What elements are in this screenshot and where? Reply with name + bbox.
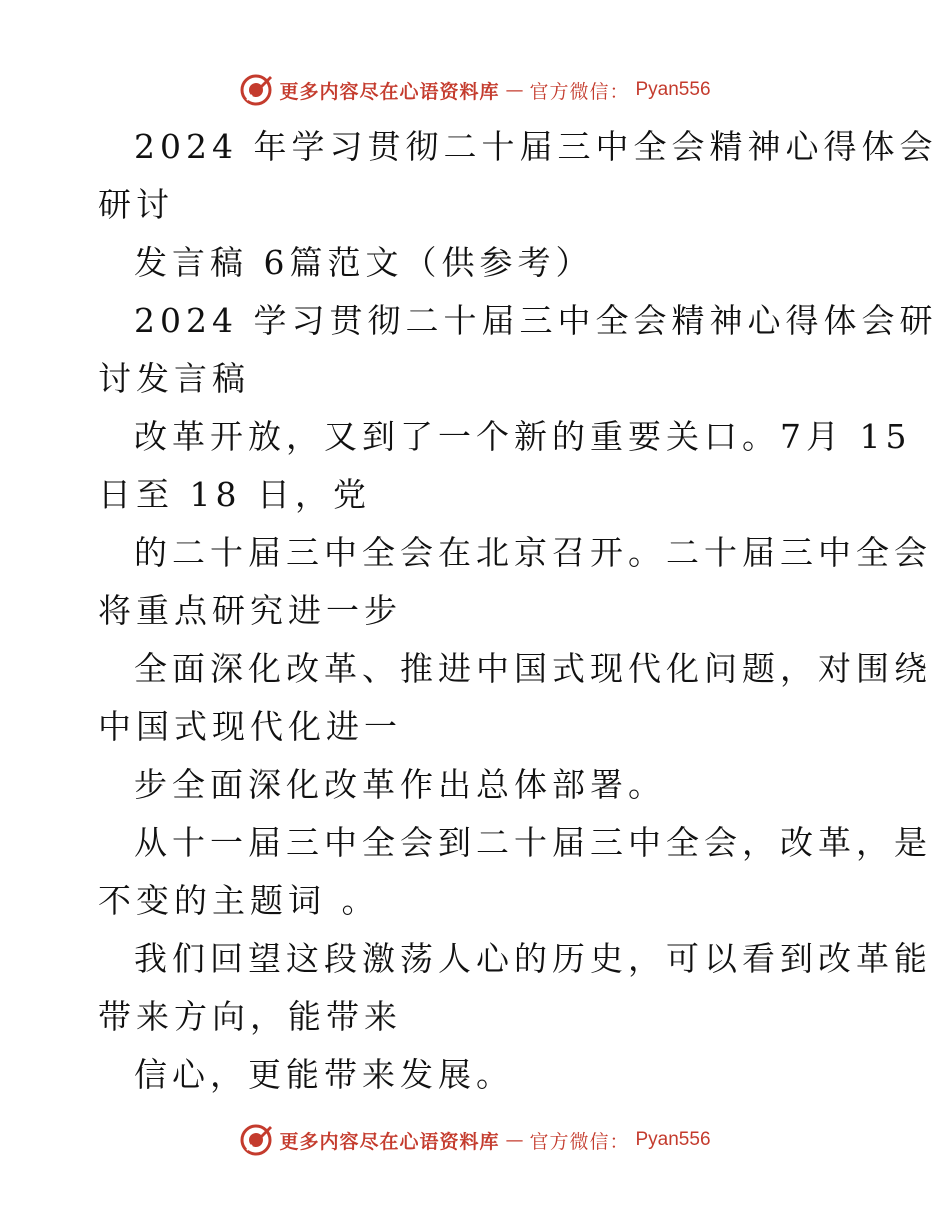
pen-circle-icon	[239, 1123, 273, 1157]
body-line: 我们回望这段激荡人心的历史，可以看到改革能	[134, 939, 932, 978]
body-line: 全面深化改革、推进中国式现代化问题，对围绕	[134, 649, 932, 688]
footer-separator: —	[505, 1129, 524, 1151]
body-line: 将重点研究进一步	[98, 591, 402, 630]
body-line: 2024 年学习贯彻二十届三中全会精神心得体会	[134, 127, 938, 166]
body-line: 2024 学习贯彻二十届三中全会精神心得体会研	[134, 301, 938, 340]
body-line: 不变的主题词 。	[98, 881, 380, 920]
body-line: 步全面深化改革作出总体部署。	[134, 765, 666, 804]
header-brand-text: 更多内容尽在心语资料库	[279, 80, 500, 103]
body-line: 研讨	[98, 185, 174, 224]
header-wechat-label: 官方微信：	[529, 80, 630, 103]
header-wechat-id: Pyan556	[635, 79, 711, 100]
body-line: 讨发言稿	[98, 359, 250, 398]
footer-banner	[0, 1120, 950, 1160]
footer-wechat-id: Pyan556	[635, 1129, 711, 1150]
document-body	[98, 118, 938, 1104]
pen-circle-icon	[239, 73, 273, 107]
body-line: 中国式现代化进一	[98, 707, 402, 746]
footer-wechat-label: 官方微信：	[529, 1130, 630, 1153]
body-line: 带来方向，能带来	[98, 997, 402, 1036]
body-line: 日至 18 日，党	[98, 475, 371, 514]
header-separator: —	[505, 79, 524, 101]
body-line: 发言稿 6篇范文（供参考）	[134, 243, 594, 282]
body-line: 信心，更能带来发展。	[134, 1055, 514, 1094]
footer-brand-text: 更多内容尽在心语资料库	[279, 1130, 500, 1153]
body-line: 的二十届三中全会在北京召开。二十届三中全会	[134, 533, 932, 572]
body-line: 从十一届三中全会到二十届三中全会，改革，是	[134, 823, 932, 862]
body-line: 改革开放，又到了一个新的重要关口。7月 15	[134, 417, 912, 456]
header-banner	[0, 70, 950, 110]
